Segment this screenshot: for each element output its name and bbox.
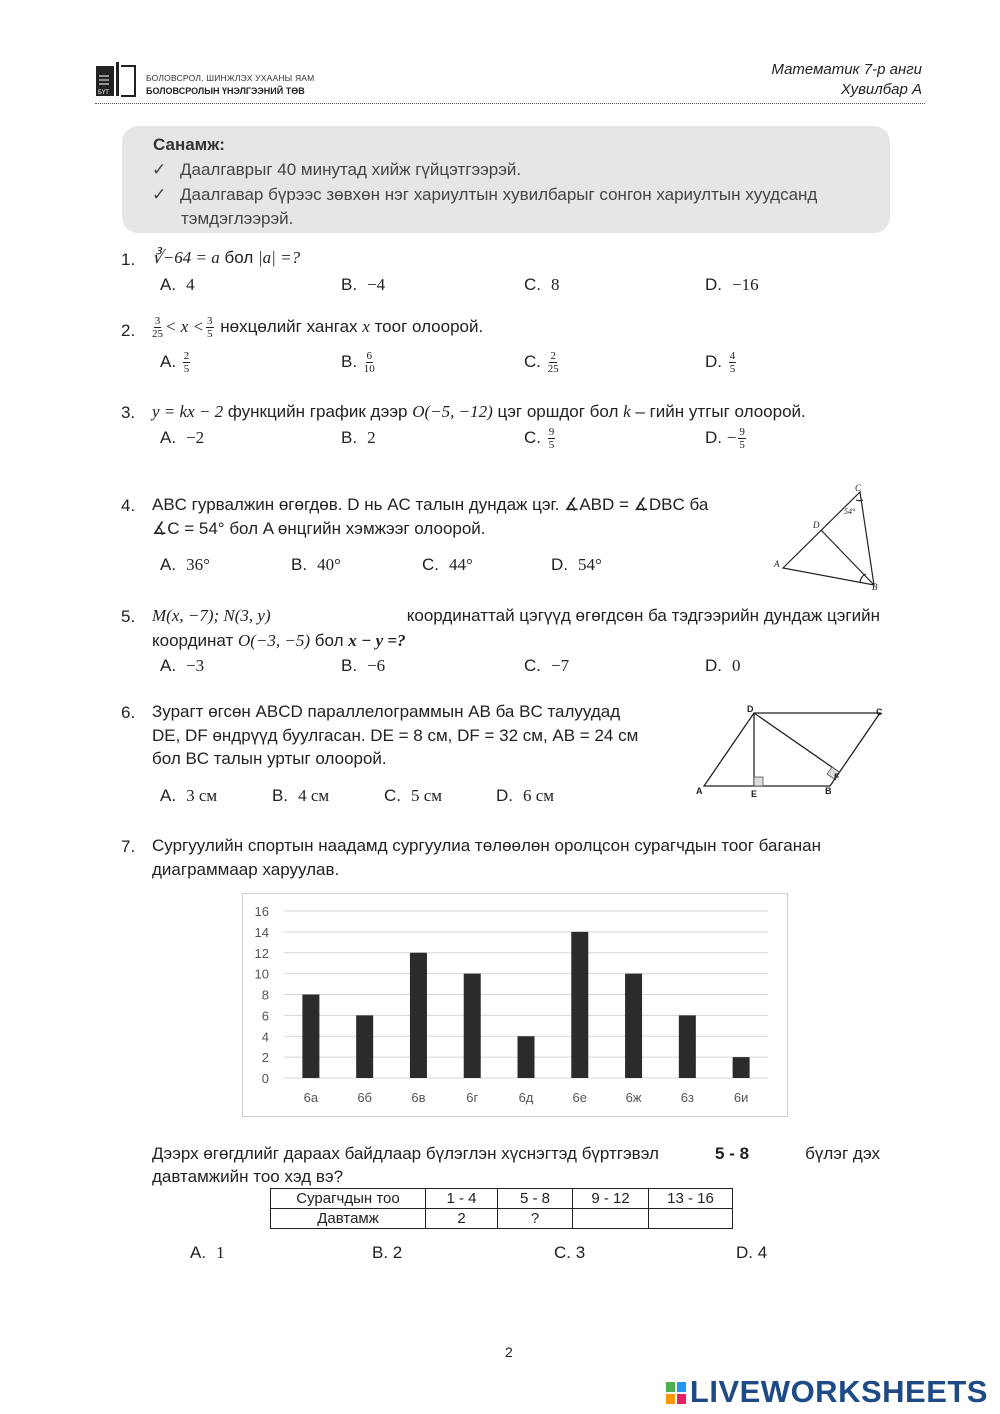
table-cell: Сурагчдын тоо: [271, 1189, 426, 1209]
table-cell: 1 - 4: [426, 1189, 498, 1209]
q6-line-2: DE, DF өндрүүд буулгасан. DE = 8 см, DF = 32 см, AB = 24 см: [152, 726, 639, 745]
y-tick-label: 2: [261, 1050, 269, 1066]
q6-option-d[interactable]: D. 6 см: [496, 786, 555, 805]
bar-6д: [518, 1036, 535, 1078]
q5-line-1: M(x, −7); N(3, y) координаттай цэгүүд өгөгдсөн ба тэдгээрийн дундаж цэгийн: [152, 606, 880, 625]
label-c: C: [876, 707, 883, 717]
q4-line-2: ∡C = 54° бол A өнцгийн хэмжээг олоорой.: [152, 519, 486, 538]
q3-option-a[interactable]: A. −2: [160, 428, 205, 447]
notice-item-2-cont: тэмдэглээрэй.: [181, 209, 294, 228]
label-c: C: [855, 483, 862, 493]
x-tick-label: 6в: [411, 1090, 426, 1105]
bar-6ж: [625, 974, 642, 1078]
q7-option-d[interactable]: D. 4: [736, 1243, 768, 1262]
bar-6з: [679, 1015, 696, 1078]
label-f: F: [834, 772, 840, 782]
org-line-1: БОЛОВСРОЛ, ШИНЖЛЭХ УХААНЫ ЯАМ: [146, 73, 315, 83]
label-d: D: [813, 520, 820, 530]
q1-text: ∛−64 = a бол |a| =?: [152, 248, 301, 267]
check-icon: ✓: [152, 160, 167, 179]
label-d: D: [747, 704, 754, 714]
bar-6е: [571, 932, 588, 1078]
q1-option-c[interactable]: C. 8: [524, 275, 560, 294]
q2-option-d[interactable]: D. $\frac{4}{5}$: [705, 350, 736, 375]
q7-option-c[interactable]: C. 3: [554, 1243, 586, 1262]
q6-option-a[interactable]: A. 3 см: [160, 786, 218, 805]
table-row: [271, 1209, 733, 1229]
q5-number: 5.: [121, 607, 136, 626]
q7-after-line-1: Дээрх өгөгдлийг дараах байдлаар бүлэглэн хүснэгтэд бүртгэвэл 5 - 8 бүлэг дэх: [152, 1144, 880, 1163]
q2-option-a[interactable]: A. $\frac{2}{5}$: [160, 350, 190, 375]
y-tick-label: 10: [254, 966, 269, 982]
q6-line-3: бол BC талын уртыг олоорой.: [152, 749, 387, 768]
y-tick-label: 12: [254, 945, 269, 961]
table-cell: Давтамж: [271, 1209, 426, 1229]
q7-line-2: диаграммаар харуулав.: [152, 860, 340, 879]
notice-item-2: ✓ Даалгавар бүрээс зөвхөн нэг хариултын хувилбарыг сонгон хариултын хуудсанд: [152, 185, 818, 204]
q4-number: 4.: [121, 496, 136, 515]
y-tick-label: 6: [261, 1008, 269, 1024]
q1-option-a[interactable]: A. 4: [160, 275, 195, 294]
variant-label: Хувилбар А: [840, 81, 922, 98]
table-cell: 2: [426, 1209, 498, 1229]
y-tick-label: 4: [261, 1029, 269, 1045]
table-cell: [573, 1209, 649, 1229]
table-cell: 9 - 12: [573, 1189, 649, 1209]
subject-label: Математик 7-р анги: [771, 61, 922, 78]
q3-option-d[interactable]: D. − $\frac{9}{5}$: [705, 426, 745, 451]
q5-line-2: координат O(−3, −5) бол x − y =?: [152, 631, 406, 650]
q2-option-c[interactable]: C. $\frac{2}{25}$: [524, 350, 559, 375]
q5-option-d[interactable]: D. 0: [705, 656, 741, 675]
x-tick-label: 6г: [466, 1090, 479, 1105]
q2-text: $\frac{3}{25}$ < x < $\frac{3}{5}$ нөхцөлийг хангах x тоог олоорой.: [152, 315, 484, 340]
label-b: B: [825, 786, 832, 796]
q7-option-a[interactable]: A. 1: [190, 1243, 225, 1262]
q3-option-b[interactable]: B. 2: [341, 428, 376, 447]
q2-option-b[interactable]: B. $\frac{6}{10}$: [341, 350, 375, 375]
q4-option-a[interactable]: A. 36°: [160, 555, 210, 574]
q6-line-1: Зурагт өгсөн ABCD параллелограммын AB ба BC талуудад: [152, 702, 621, 721]
bar-6г: [464, 974, 481, 1078]
x-tick-label: 6ж: [625, 1090, 642, 1105]
bar-6в: [410, 953, 427, 1078]
y-tick-label: 14: [254, 924, 269, 940]
y-tick-label: 8: [261, 987, 269, 1003]
label-e: E: [751, 789, 758, 799]
page-number: 2: [505, 1344, 513, 1360]
bar-6а: [302, 995, 319, 1079]
q4-line-1: ABC гурвалжин өгөгдөв. D нь AC талын дундаж цэг. ∡ABD = ∡DBC ба: [152, 495, 709, 514]
label-angle: 54°: [844, 507, 856, 516]
table-cell: 13 - 16: [649, 1189, 733, 1209]
logo-text: БҮТ: [98, 90, 109, 96]
q1-option-d[interactable]: D. −16: [705, 275, 759, 294]
table-cell: [649, 1209, 733, 1229]
q2-number: 2.: [121, 321, 136, 340]
x-tick-label: 6д: [518, 1090, 534, 1105]
q3-number: 3.: [121, 403, 136, 422]
liveworksheets-logo-icon: [666, 1382, 686, 1404]
label-a: A: [696, 786, 703, 796]
check-icon: ✓: [152, 185, 167, 204]
q1-option-b[interactable]: B. −4: [341, 275, 386, 294]
q5-option-b[interactable]: B. −6: [341, 656, 386, 675]
q6-option-b[interactable]: B. 4 см: [272, 786, 330, 805]
x-tick-label: 6а: [303, 1090, 319, 1105]
label-b: B: [872, 582, 878, 592]
q7-option-b[interactable]: B. 2: [372, 1243, 403, 1262]
table-header-row: [271, 1189, 733, 1209]
y-tick-label: 0: [261, 1071, 269, 1086]
x-tick-label: 6е: [572, 1090, 588, 1105]
table-cell: 5 - 8: [498, 1189, 573, 1209]
q4-triangle-figure: [768, 482, 888, 592]
header-rule: [95, 103, 925, 104]
q1-number: 1.: [121, 250, 136, 269]
q5-option-c[interactable]: C. −7: [524, 656, 570, 675]
q6-number: 6.: [121, 703, 136, 722]
bar-6и: [733, 1057, 750, 1078]
q7-line-1: Сургуулийн спортын наадамд сургуулиа төлөөлөн оролцсон сурагчдын тоог баганан: [152, 836, 821, 855]
bar-6б: [356, 1015, 373, 1078]
x-tick-label: 6и: [733, 1090, 749, 1105]
x-tick-label: 6з: [680, 1090, 694, 1105]
y-tick-label: 16: [254, 904, 269, 919]
q3-option-c[interactable]: C. $\frac{9}{5}$: [524, 426, 555, 451]
q6-parallelogram-figure: [694, 702, 894, 802]
q4-option-c[interactable]: C. 44°: [422, 555, 473, 574]
frequency-table: [270, 1188, 733, 1229]
x-tick-label: 6б: [357, 1090, 373, 1105]
q6-option-c[interactable]: C. 5 см: [384, 786, 443, 805]
label-a: A: [774, 559, 780, 569]
liveworksheets-brand: LIVEWORKSHEETS: [666, 1374, 988, 1410]
ministry-logo: [95, 60, 140, 100]
q4-option-b[interactable]: B. 40°: [291, 555, 341, 574]
q3-text: y = kx − 2 функцийн график дээр O(−5, −12) цэг оршдог бол k – гийн утгыг олоорой.: [152, 402, 806, 421]
q7-after-line-2: давтамжийн тоо хэд вэ?: [152, 1167, 344, 1186]
parallelogram-abcd: [704, 713, 880, 786]
notice-item-1: ✓ Даалгаврыг 40 минутад хийж гүйцэтгээрэй.: [152, 160, 522, 179]
q7-number: 7.: [121, 837, 136, 856]
height-df: [754, 713, 839, 772]
notice-title: Санамж:: [153, 135, 225, 154]
table-cell: ?: [498, 1209, 573, 1229]
org-line-2: БОЛОВСРОЛЫН ҮНЭЛГЭЭНИЙ ТӨВ: [146, 86, 305, 96]
q5-option-a[interactable]: A. −3: [160, 656, 205, 675]
bar-chart: [242, 893, 788, 1117]
q4-option-d[interactable]: D. 54°: [551, 555, 602, 574]
